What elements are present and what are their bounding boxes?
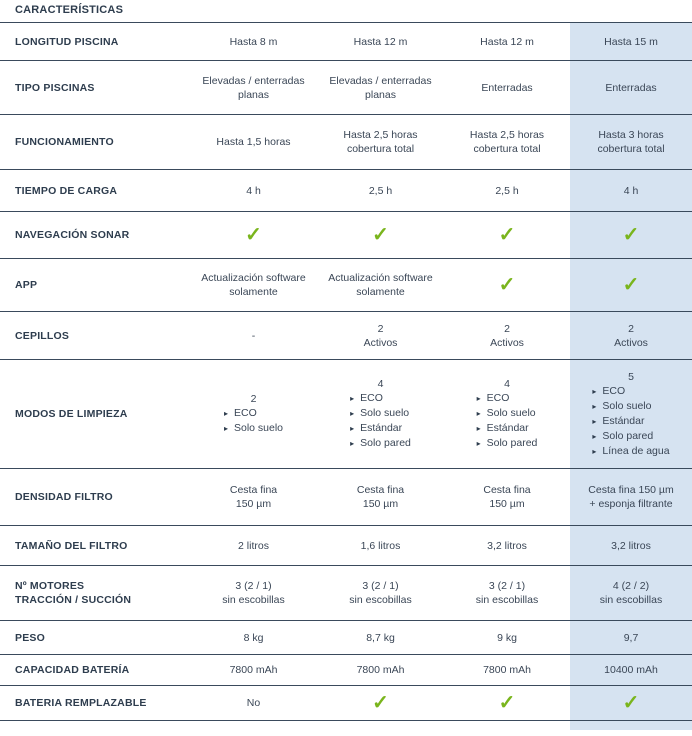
mode-item: ▸ Solo suelo	[477, 406, 538, 421]
row-label	[0, 259, 190, 312]
cell-text: 150 µm	[362, 498, 399, 510]
mode-item: ▸ Línea de agua	[592, 444, 669, 459]
row-label-text-line2: TRACCIÓN / SUCCIÓN	[15, 594, 132, 606]
cell-text: 4 h	[623, 184, 639, 197]
cell-text: Activos	[490, 336, 524, 349]
check-icon: ✓	[372, 692, 389, 714]
cell-text: No	[246, 697, 261, 709]
mode-item: ▸ Solo pared	[350, 436, 411, 451]
cell-text: Cesta fina 150 µm	[588, 484, 674, 496]
cell-text: 8,7 kg	[366, 631, 395, 644]
cell-text: 150 µm	[489, 498, 525, 510]
cell-text: Hasta 8 m	[229, 35, 278, 48]
row-label-text: TIPO PISCINAS	[15, 81, 95, 94]
row-label-text: NAVEGACIÓN SONAR	[15, 229, 130, 241]
mode-item: ▸ Solo suelo	[224, 421, 283, 436]
row-label-text: LONGITUD PISCINA	[15, 35, 119, 48]
table-cell	[317, 686, 444, 721]
mode-item: ▸ ECO	[350, 391, 411, 406]
table-cell	[190, 23, 317, 61]
table-cell	[570, 469, 692, 526]
cell-text: 8 kg	[243, 631, 264, 644]
mode-item: ▸ ECO	[477, 391, 538, 406]
cleaning-modes-list	[224, 392, 283, 436]
modes-count: 2	[250, 393, 257, 405]
table-cell	[317, 526, 444, 566]
table-row	[0, 61, 692, 115]
row-label-text: CEPILLOS	[15, 329, 70, 342]
table-cell	[570, 259, 692, 312]
cell-text: 10400 mAh	[604, 664, 658, 676]
cell-text: 3 (2 / 1)	[488, 580, 526, 592]
cleaning-modes-list	[477, 377, 538, 451]
cell-text: Actualización software	[201, 272, 306, 284]
table-cell	[444, 621, 570, 655]
table-cell	[570, 170, 692, 212]
cell-text: 2,5 h	[368, 184, 393, 197]
table-cell	[570, 655, 692, 686]
row-label	[0, 621, 190, 655]
table-cell	[570, 686, 692, 721]
cell-text: Activos	[363, 336, 398, 349]
cell-text: 3,2 litros	[611, 539, 651, 552]
cleaning-modes-list	[592, 370, 669, 459]
row-label	[0, 360, 190, 469]
table-row	[0, 312, 692, 360]
table-row	[0, 526, 692, 566]
table-cell	[444, 212, 570, 259]
table-cell	[444, 686, 570, 721]
cell-text: sin escobillas	[599, 594, 663, 606]
row-label	[0, 655, 190, 686]
check-icon: ✓	[622, 224, 640, 246]
table-cell	[570, 61, 692, 115]
cell-text: 3 (2 / 1)	[235, 580, 272, 592]
modes-count: 5	[628, 370, 634, 383]
row-label-text: Nº MOTORES	[15, 580, 85, 592]
row-label-text: BATERIA REMPLAZABLE	[15, 697, 147, 709]
cell-text: 3 (2 / 1)	[362, 580, 399, 592]
cell-text: 4 h	[246, 184, 261, 197]
table-cell	[190, 566, 317, 621]
table-cell	[444, 170, 570, 212]
table-cell	[190, 259, 317, 312]
table-cell	[190, 115, 317, 170]
row-label	[0, 469, 190, 526]
cell-text: + esponja filtrante	[589, 498, 673, 510]
row-label	[0, 212, 190, 259]
modes-count: 4	[377, 378, 384, 390]
check-icon: ✓	[622, 692, 640, 714]
row-label-text: APP	[15, 279, 38, 291]
row-label	[0, 23, 190, 61]
cell-text: 3,2 litros	[487, 539, 527, 552]
table-cell	[190, 469, 317, 526]
cell-text: Cesta fina	[483, 484, 531, 496]
cell-text: planas	[238, 88, 269, 101]
check-icon: ✓	[622, 274, 640, 296]
cell-text: -	[251, 329, 256, 342]
mode-item: ▸ Solo pared	[477, 436, 538, 451]
cell-text: planas	[365, 88, 396, 101]
cleaning-modes-list	[350, 377, 411, 451]
cell-text: sin escobillas	[222, 594, 285, 606]
table-cell	[444, 655, 570, 686]
table-cell	[317, 115, 444, 170]
table-cell	[444, 61, 570, 115]
cell-text: Actualización software	[328, 272, 433, 284]
cell-text: cobertura total	[473, 143, 541, 155]
check-icon: ✓	[498, 224, 516, 246]
table-cell	[190, 526, 317, 566]
mode-item: ▸ Estándar	[477, 421, 538, 436]
table-cell	[444, 259, 570, 312]
table-cell	[570, 360, 692, 469]
table-cell	[444, 566, 570, 621]
row-label-text: TIEMPO DE CARGA	[15, 184, 118, 197]
table-row	[0, 170, 692, 212]
cell-text: 2	[377, 322, 384, 335]
mode-item: ▸ Estándar	[350, 421, 411, 436]
cell-text: 4 (2 / 2)	[612, 580, 650, 592]
modes-count: 4	[504, 378, 510, 390]
cell-text: cobertura total	[346, 143, 415, 155]
row-label	[0, 566, 190, 621]
cell-text: 9,7	[623, 631, 639, 644]
table-cell	[317, 61, 444, 115]
mode-item: ▸ Solo pared	[592, 429, 669, 444]
row-label-text: CAPACIDAD BATERÍA	[15, 664, 130, 676]
table-row	[0, 686, 692, 721]
check-icon: ✓	[245, 224, 262, 246]
table-cell	[570, 212, 692, 259]
cell-text: Hasta 2,5 horas	[469, 129, 545, 141]
cell-text: Cesta fina	[356, 484, 405, 496]
cell-text: Hasta 12 m	[353, 35, 408, 48]
table-cell	[317, 212, 444, 259]
table-cell	[190, 61, 317, 115]
table-cell	[570, 621, 692, 655]
table-cell	[190, 312, 317, 360]
mode-item: ▸ Solo suelo	[592, 399, 669, 414]
table-row	[0, 115, 692, 170]
row-label	[0, 61, 190, 115]
cell-text: Hasta 15 m	[604, 35, 658, 48]
check-icon: ✓	[498, 274, 516, 296]
cell-text: Hasta 1,5 horas	[216, 136, 291, 148]
cell-text: 150 µm	[235, 498, 272, 510]
cell-text: 2 litros	[238, 539, 269, 552]
cell-text: solamente	[229, 286, 278, 298]
row-label	[0, 170, 190, 212]
row-label-text: MODOS DE LIMPIEZA	[15, 408, 128, 420]
table-cell	[190, 212, 317, 259]
table-cell	[570, 115, 692, 170]
table-cell	[317, 170, 444, 212]
cell-text: sin escobillas	[349, 594, 412, 606]
table-cell	[190, 655, 317, 686]
table-row	[0, 566, 692, 621]
cell-text: Elevadas / enterradas	[202, 74, 305, 87]
row-label-text: PESO	[15, 631, 45, 644]
cell-text: sin escobillas	[475, 594, 539, 606]
cell-text: 7800 mAh	[229, 664, 278, 676]
table-cell	[317, 469, 444, 526]
table-cell	[317, 655, 444, 686]
table-title: CARACTERÍSTICAS	[15, 4, 124, 16]
row-label	[0, 686, 190, 721]
cell-text: Elevadas / enterradas	[329, 74, 432, 87]
table-cell	[190, 686, 317, 721]
cell-text: 9 kg	[497, 631, 517, 644]
mode-item: ▸ ECO	[592, 384, 669, 399]
table-row	[0, 655, 692, 686]
cell-text: Enterradas	[481, 81, 533, 94]
row-label	[0, 115, 190, 170]
table-cell	[444, 469, 570, 526]
mode-item: ▸ Solo suelo	[350, 406, 411, 421]
table-row	[0, 259, 692, 312]
table-cell	[317, 360, 444, 469]
row-label	[0, 526, 190, 566]
cell-text: solamente	[356, 286, 405, 298]
cell-text: Cesta fina	[229, 484, 278, 496]
row-label-text: DENSIDAD FILTRO	[15, 491, 113, 503]
comparison-table	[0, 22, 692, 721]
cell-text: Hasta 3 horas	[598, 129, 664, 141]
table-cell	[570, 23, 692, 61]
check-icon: ✓	[372, 224, 389, 246]
cell-text: 2,5 h	[495, 184, 519, 197]
table-cell	[444, 526, 570, 566]
cell-text: Hasta 12 m	[480, 35, 534, 48]
table-cell	[317, 312, 444, 360]
table-row	[0, 23, 692, 61]
cell-text: Activos	[614, 336, 648, 349]
table-cell	[190, 621, 317, 655]
table-cell	[570, 526, 692, 566]
table-cell	[317, 23, 444, 61]
table-cell	[317, 566, 444, 621]
table-cell	[444, 312, 570, 360]
cell-text: 2	[504, 322, 510, 335]
check-icon: ✓	[498, 692, 516, 714]
mode-item: ▸ Estándar	[592, 414, 669, 429]
table-cell	[570, 312, 692, 360]
table-row	[0, 621, 692, 655]
table-cell	[190, 360, 317, 469]
table-cell	[444, 360, 570, 469]
cell-text: 1,6 litros	[360, 539, 401, 552]
cell-text: Hasta 2,5 horas	[343, 129, 418, 141]
cell-text: cobertura total	[597, 143, 665, 155]
table-cell	[444, 23, 570, 61]
row-label	[0, 312, 190, 360]
table-row	[0, 360, 692, 469]
cell-text: Enterradas	[605, 81, 657, 94]
row-label-text: FUNCIONAMIENTO	[15, 136, 114, 148]
table-row	[0, 212, 692, 259]
mode-item: ▸ ECO	[224, 406, 283, 421]
table-cell	[444, 115, 570, 170]
table-cell	[570, 566, 692, 621]
cell-text: 7800 mAh	[483, 664, 531, 676]
table-cell	[317, 621, 444, 655]
table-row	[0, 469, 692, 526]
table-cell	[190, 170, 317, 212]
row-label-text: TAMAÑO DEL FILTRO	[15, 539, 128, 552]
cell-text: 7800 mAh	[356, 664, 405, 676]
table-cell	[317, 259, 444, 312]
cell-text: 2	[628, 322, 634, 335]
